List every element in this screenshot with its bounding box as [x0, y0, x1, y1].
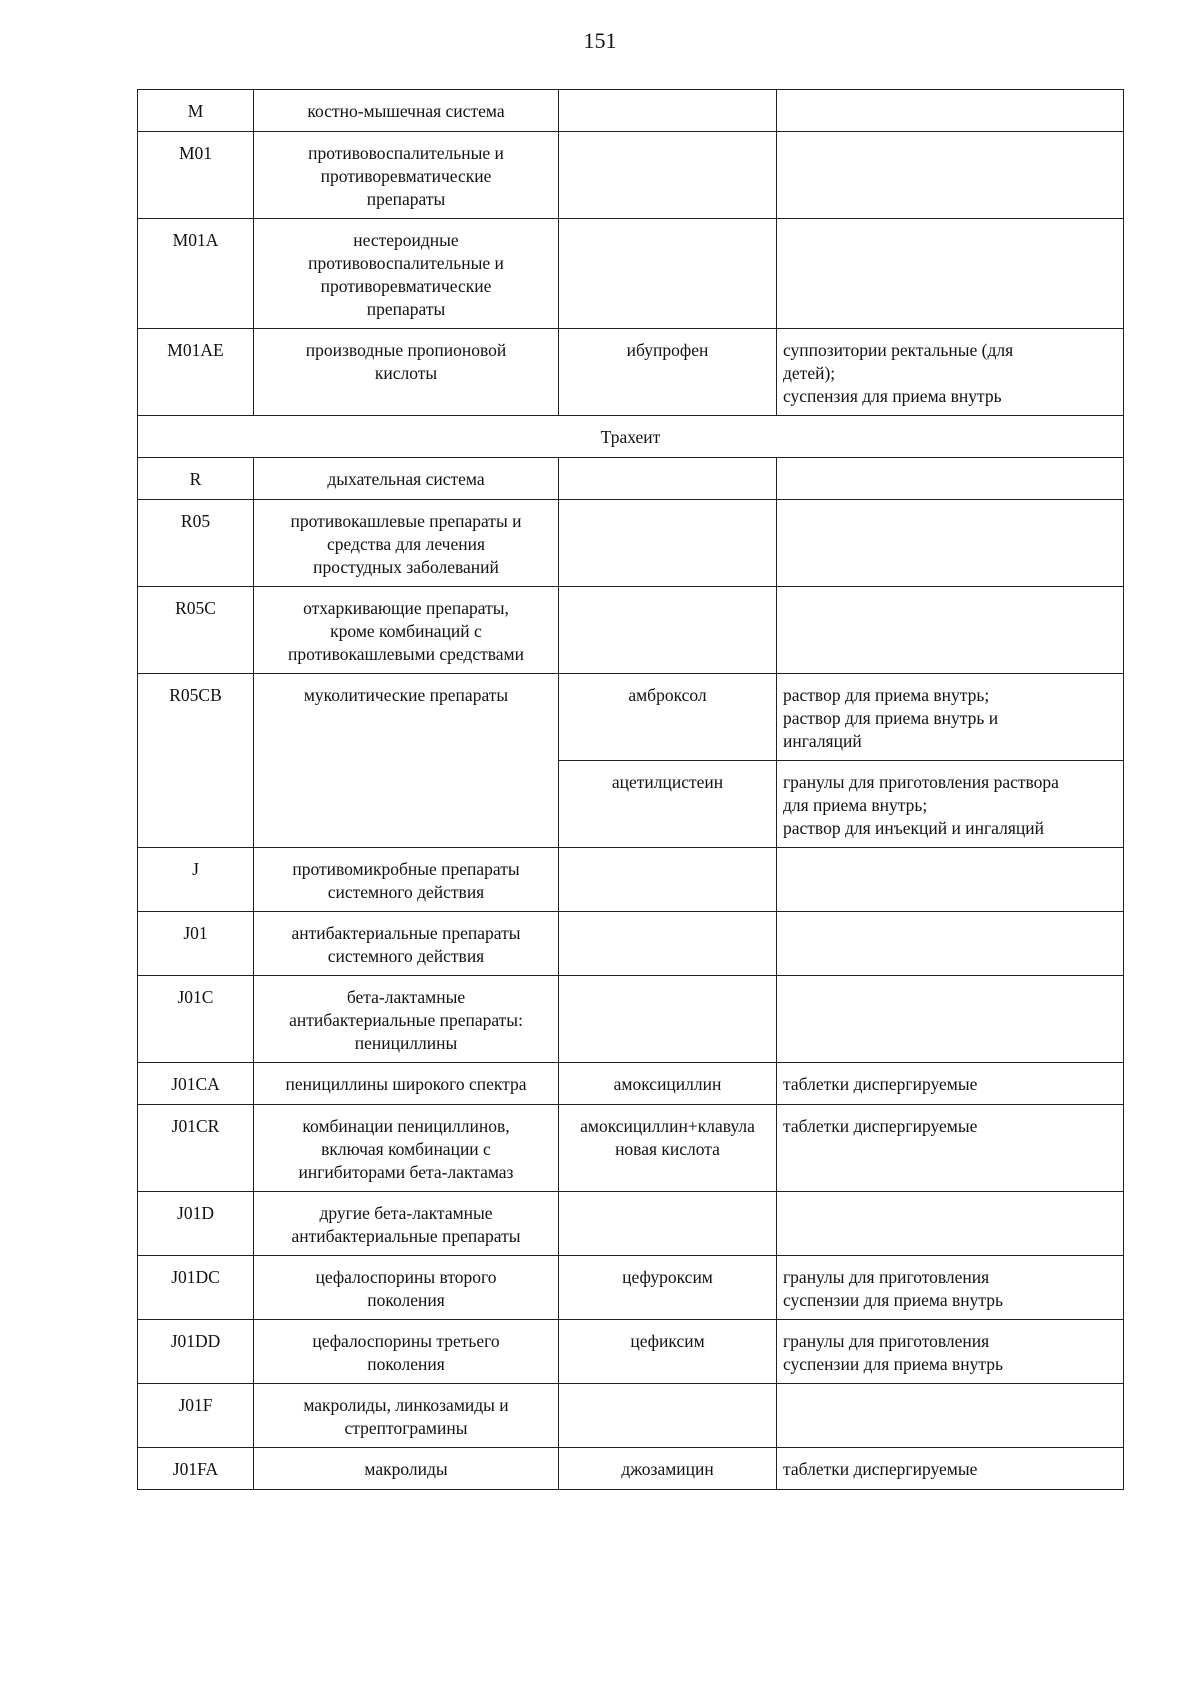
atc-code-cell: J01DD [138, 1320, 254, 1384]
table-row [138, 1256, 1124, 1320]
atc-group-cell [254, 219, 559, 329]
table-row [138, 329, 1124, 416]
text-line: бета-лактамные [346, 987, 466, 1007]
drug-name-cell [559, 1320, 777, 1384]
text-line: противоревматические [320, 166, 492, 186]
dosage-forms-cell [777, 1256, 1124, 1320]
atc-code-cell: J01 [138, 912, 254, 976]
atc-code-cell: J01F [138, 1384, 254, 1448]
dosage-forms-cell [777, 1063, 1124, 1105]
atc-group-cell [254, 1256, 559, 1320]
text-line: производные пропионовой [305, 340, 507, 360]
text-line: амброксол [628, 685, 707, 705]
atc-group-cell [254, 1448, 559, 1490]
text-line: амоксициллин+клавула [580, 1116, 755, 1136]
page-number: 151 [583, 28, 617, 53]
text-line: ацетилцистеин [611, 772, 724, 792]
drug-name-cell [559, 1063, 777, 1105]
drug-name-cell [559, 848, 777, 912]
atc-code-cell: M01 [138, 132, 254, 219]
table-row [138, 219, 1124, 329]
dosage-forms-cell [777, 500, 1124, 587]
dosage-forms-cell [777, 976, 1124, 1063]
table-row [138, 500, 1124, 587]
text-line: противовоспалительные и [308, 143, 504, 163]
dosage-forms-cell [777, 1448, 1124, 1490]
text-line: кислоты [374, 363, 438, 383]
dosage-forms-cell [777, 1384, 1124, 1448]
text-line: пенициллины [354, 1033, 458, 1053]
dosage-forms-cell [777, 761, 1124, 848]
drug-name-cell [559, 500, 777, 587]
table-row [138, 416, 1124, 458]
text-line: для приема внутрь; [783, 795, 928, 815]
text-line: цефалоспорины второго [315, 1267, 497, 1287]
text-line: кроме комбинаций с [330, 621, 482, 641]
text-line: дыхательная система [327, 469, 485, 489]
text-line: новая кислота [615, 1139, 720, 1159]
text-line: пенициллины широкого спектра [285, 1074, 527, 1094]
text-line: поколения [367, 1290, 445, 1310]
text-line: комбинации пенициллинов, [302, 1116, 510, 1136]
text-line: таблетки диспергируемые [783, 1074, 978, 1094]
drug-name-cell [559, 1384, 777, 1448]
atc-group-cell [254, 1320, 559, 1384]
dosage-forms-cell [777, 90, 1124, 132]
text-line: суспензии для приема внутрь [783, 1354, 1003, 1374]
table-row [138, 1192, 1124, 1256]
atc-group-cell [254, 848, 559, 912]
text-line: включая комбинации с [321, 1139, 491, 1159]
text-line: костно-мышечная система [307, 101, 505, 121]
text-line: антибактериальные препараты [291, 923, 521, 943]
text-line: макролиды [364, 1459, 448, 1479]
atc-code-cell: M01A [138, 219, 254, 329]
drug-name-cell [559, 1448, 777, 1490]
text-line: гранулы для приготовления [783, 1331, 990, 1351]
dosage-forms-cell [777, 1320, 1124, 1384]
atc-code-cell: R [138, 458, 254, 500]
text-line: другие бета-лактамные [319, 1203, 493, 1223]
atc-group-cell [254, 674, 559, 848]
table-row [138, 1105, 1124, 1192]
text-line: препараты [366, 189, 446, 209]
text-line: цефалоспорины третьего [312, 1331, 500, 1351]
drug-name-cell [559, 587, 777, 674]
atc-group-cell [254, 1063, 559, 1105]
atc-group-cell [254, 329, 559, 416]
atc-code-cell: R05C [138, 587, 254, 674]
text-line: препараты [366, 299, 446, 319]
text-line: антибактериальные препараты [291, 1226, 521, 1246]
text-line: цефуроксим [622, 1267, 713, 1287]
dosage-forms-cell [777, 458, 1124, 500]
text-line: таблетки диспергируемые [783, 1116, 978, 1136]
dosage-forms-cell [777, 848, 1124, 912]
drug-name-cell [559, 132, 777, 219]
text-line: раствор для инъекций и ингаляций [783, 818, 1044, 838]
text-line: противокашлевыми средствами [288, 644, 524, 664]
dosage-forms-cell [777, 1192, 1124, 1256]
dosage-forms-cell [777, 329, 1124, 416]
atc-group-cell [254, 1192, 559, 1256]
text-line: противокашлевые препараты и [290, 511, 522, 531]
text-line: джозамицин [621, 1459, 714, 1479]
text-line: амоксициллин [613, 1074, 722, 1094]
table-row [138, 848, 1124, 912]
atc-group-cell [254, 912, 559, 976]
text-line: отхаркивающие препараты, [303, 598, 509, 618]
table-row [138, 1063, 1124, 1105]
atc-group-cell [254, 500, 559, 587]
atc-code-cell: J01D [138, 1192, 254, 1256]
text-line: таблетки диспергируемые [783, 1459, 978, 1479]
section-heading: Трахеит [138, 416, 1124, 458]
atc-group-cell [254, 90, 559, 132]
table-row [138, 587, 1124, 674]
text-line: раствор для приема внутрь и [783, 708, 999, 728]
dosage-forms-cell [777, 912, 1124, 976]
text-line: противоревматические [320, 276, 492, 296]
atc-code-cell: R05 [138, 500, 254, 587]
drug-name-cell [559, 1192, 777, 1256]
text-line: нестероидные [353, 230, 459, 250]
drug-name-cell [559, 219, 777, 329]
dosage-forms-cell [777, 132, 1124, 219]
drug-name-cell [559, 1105, 777, 1192]
text-line: поколения [367, 1354, 445, 1374]
drug-name-cell [559, 1256, 777, 1320]
dosage-forms-cell [777, 587, 1124, 674]
atc-drug-table [137, 89, 1124, 1490]
text-line: гранулы для приготовления раствора [783, 772, 1059, 792]
atc-code-cell: J [138, 848, 254, 912]
table-row [138, 1448, 1124, 1490]
dosage-forms-cell [777, 219, 1124, 329]
drug-name-cell [559, 90, 777, 132]
atc-code-cell: J01CR [138, 1105, 254, 1192]
text-line: системного действия [327, 946, 485, 966]
text-line: суспензия для приема внутрь [783, 386, 1002, 406]
text-line: макролиды, линкозамиды и [303, 1395, 509, 1415]
text-line: ибупрофен [626, 340, 709, 360]
atc-group-cell [254, 976, 559, 1063]
atc-group-cell [254, 587, 559, 674]
table-row [138, 1384, 1124, 1448]
text-line: средства для лечения [326, 534, 486, 554]
text-line: цефиксим [630, 1331, 705, 1351]
atc-code-cell: R05CB [138, 674, 254, 848]
text-line: муколитические препараты [303, 685, 509, 705]
table-row [138, 458, 1124, 500]
text-line: антибактериальные препараты: [289, 1010, 523, 1030]
drug-name-cell [559, 912, 777, 976]
text-line: противовоспалительные и [308, 253, 504, 273]
table-row [138, 90, 1124, 132]
atc-code-cell: J01C [138, 976, 254, 1063]
table-row [138, 1320, 1124, 1384]
atc-group-cell [254, 132, 559, 219]
table-row [138, 674, 1124, 761]
atc-group-cell [254, 1384, 559, 1448]
text-line: суппозитории ректальные (для [783, 340, 1014, 360]
table-row [138, 132, 1124, 219]
atc-group-cell [254, 1105, 559, 1192]
table-body [138, 90, 1124, 1490]
text-line: системного действия [327, 882, 485, 902]
atc-code-cell: M [138, 90, 254, 132]
atc-code-cell: J01CA [138, 1063, 254, 1105]
drug-name-cell [559, 674, 777, 761]
text-line: ингаляций [783, 731, 862, 751]
atc-code-cell: J01DC [138, 1256, 254, 1320]
text-line: стрептограмины [344, 1418, 468, 1438]
table-row [138, 976, 1124, 1063]
drug-name-cell [559, 761, 777, 848]
text-line: детей); [783, 363, 836, 383]
text-line: противомикробные препараты [292, 859, 520, 879]
drug-name-cell [559, 458, 777, 500]
text-line: ингибиторами бета-лактамаз [298, 1162, 514, 1182]
atc-code-cell: J01FA [138, 1448, 254, 1490]
drug-name-cell [559, 329, 777, 416]
drug-name-cell [559, 976, 777, 1063]
atc-group-cell [254, 458, 559, 500]
dosage-forms-cell [777, 1105, 1124, 1192]
table-row [138, 912, 1124, 976]
dosage-forms-cell [777, 674, 1124, 761]
text-line: раствор для приема внутрь; [783, 685, 990, 705]
text-line: гранулы для приготовления [783, 1267, 990, 1287]
text-line: простудных заболеваний [313, 557, 499, 577]
text-line: суспензии для приема внутрь [783, 1290, 1003, 1310]
atc-code-cell: M01AE [138, 329, 254, 416]
